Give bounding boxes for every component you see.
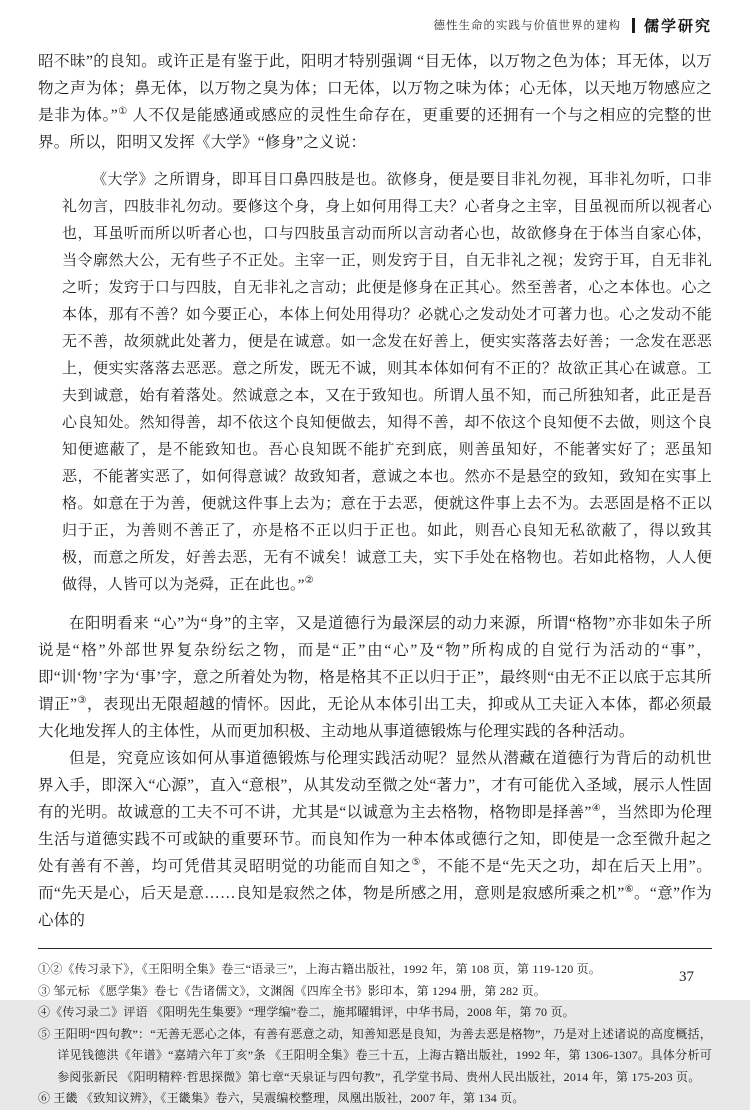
page-header bbox=[38, 12, 712, 38]
footnote-ref: ⑤ bbox=[411, 856, 422, 868]
footnote-ref: ③ bbox=[77, 694, 87, 706]
footnote-item: ⑥ 王畿 《致知议辨》，《王畿集》卷六，吴震编校整理，凤凰出版社，2007 年，第 134 页。 bbox=[38, 1091, 525, 1105]
paragraph-discussion: 但是，究竟应该如何从事道德锻炼与伦理实践活动呢？显然从潜藏在道德行为背后的动机世界入手，即深入“心源”，直入“意根”，从其发动至微之处“著力”，才有可能优入圣域，展示人性固有的光明。故诚意的工夫不可不讲，尤其是“以诚意为主去格物，格物即是择善”④，当然即为伦理生活与道德实践不可或缺的重要环节。而良知作为一种本体或德行之知，即使是一念至微升起之处有善有不善，均可凭借其灵昭明觉的功能而自知之⑤，不能不是“先天之功，却在后天上用”。而“先天是心，后天是意……良知是寂然之体，物是所感之用，意则是寂感所乘之机”⑥。“意”作为心体的 bbox=[38, 750, 713, 929]
footnote-ref: ④ bbox=[591, 802, 602, 814]
running-title: 德性生命的实践与价值世界的建构 bbox=[433, 20, 621, 32]
footnote-item: ④《传习录二》评语 《阳明先生集要》“理学编”卷二，施邦曜辑评，中华书局，2008 年，第 70 页。 bbox=[38, 1005, 575, 1019]
footnote-item: ①②《传习录下》，《王阳明全集》卷三“语录三”，上海古籍出版社，1992 年，第 108 页，第 119-120 页。 bbox=[38, 962, 602, 976]
page-number: 37 bbox=[679, 969, 694, 985]
footnotes-section bbox=[38, 959, 712, 1110]
journal-title: 儒学研究 bbox=[643, 18, 712, 35]
footnote-ref: ② bbox=[304, 575, 314, 586]
footnote-item: ⑤ 王阳明“四句教”：“无善无恶心之体，有善有恶意之动，知善知恶是良知，为善去恶是格物”，乃是对上述诸说的高度概括，详见钱德洪《年谱》“嘉靖六年丁亥”条 《王阳明全集》卷三十五，上海古籍出版社，1992 年，第 1306-1307。具体分析可参阅张新民 《阳明精粹·哲思探微》第七章“天泉证与四句教”，孔学堂书局、贵州人民出版社，2014 年，第 175-203 页。 bbox=[38, 1026, 712, 1084]
footnote-rule bbox=[38, 948, 712, 949]
footnote-ref: ① bbox=[117, 105, 128, 117]
footnote-item: ③ 邹元标 《愿学集》卷七《告诸儒文》，文渊阁《四库全书》影印本，第 1294 册，第 282 页。 bbox=[38, 983, 547, 998]
paragraph-continuation: 昭不昧”的良知。或许正是有鉴于此，阳明才特别强调 “目无体，以万物之色为体；耳无体，以万物之声为体；鼻无体，以万物之臭为体；口无体，以万物之味为体；心无体，以天地万物感应之是非为体。”① 人不仅是能感通或感应的灵性生命存在，更重要的还拥有一个与之相应的完整的世界。所以，阳明又发挥《大学》“修身”之义说： bbox=[38, 53, 712, 151]
footnote-ref: ⑥ bbox=[624, 883, 635, 895]
header-divider-bar bbox=[632, 18, 635, 33]
body-text bbox=[38, 48, 712, 934]
paragraph-commentary: 在阳明看来 “心”为“身”的主宰，又是道德行为最深层的动力来源，所谓“格物”亦非如朱子所说是“格”外部世界复杂纷纭之物，而是“正”由“心”及“物”所构成的自觉行为活动的“事”，即“训‘物’字为‘事’字，意之所着处为物，格是格其不正以归于正”，最终则“由无不正以底于忘其所谓正”③，表现出无限超越的情怀。因此，无论从本体引出工夫，抑或从工夫证入本体，都必须最大化地发挥人的主体性，从而更加积极、主动地从事道德锻炼与伦理实践的各种活动。 bbox=[38, 615, 712, 740]
block-quote: 《大学》之所谓身，即耳目口鼻四肢是也。欲修身，便是要目非礼勿视，耳非礼勿听，口非礼勿言，四肢非礼勿动。要修这个身，身上如何用得工夫？心者身之主宰，目虽视而所以视者心也，耳虽听而所以听者心也，口与四肢虽言动而所以言动者心也，故欲修身在于体当自家心体，当令廓然大公，无有些子不正处。主宰一正，则发窍于目，自无非礼之视；发窍于耳，自无非礼之听；发窍于口与四肢，自无非礼之言动；此便是修身在正其心。然至善者，心之本体也。心之本体，那有不善？如今要正心，本体上何处用得功？必就心之发动处才可著力也。心之发动不能无不善，故须就此处著力，便是在诚意。如一念发在好善上，便实实落落去好善；一念发在恶恶上，便实实落落去恶恶。意之所发，既无不诚，则其本体如何有不正的？故欲正其心在诚意。工夫到诚意，始有着落处。然诚意之本，又在于致知也。所谓人虽不知，而己所独知者，此正是吾心良知处。然知得善，却不依这个良知便做去，知得不善，却不依这个良知便不去做，则这个良知便遮蔽了，是不能致知也。吾心良知既不能扩充到底，则善虽知好，不能著实好了；恶虽知恶，不能著实恶了，如何得意诚？故致知者，意诚之本也。然亦不是悬空的致知，致知在实事上格。如意在于为善，便就这件事上去为；意在于去恶，便就这件事上去不为。去恶固是格不正以归于正，为善则不善正了，亦是格不正以归于正也。如此，则吾心良知无私欲蔽了，得以致其极，而意之所发，好善去恶，无有不诚矣！诚意工夫，实下手处在格物也。若如此格物，人人便做得，人皆可以为尧舜，正在此也。”② bbox=[62, 172, 712, 593]
